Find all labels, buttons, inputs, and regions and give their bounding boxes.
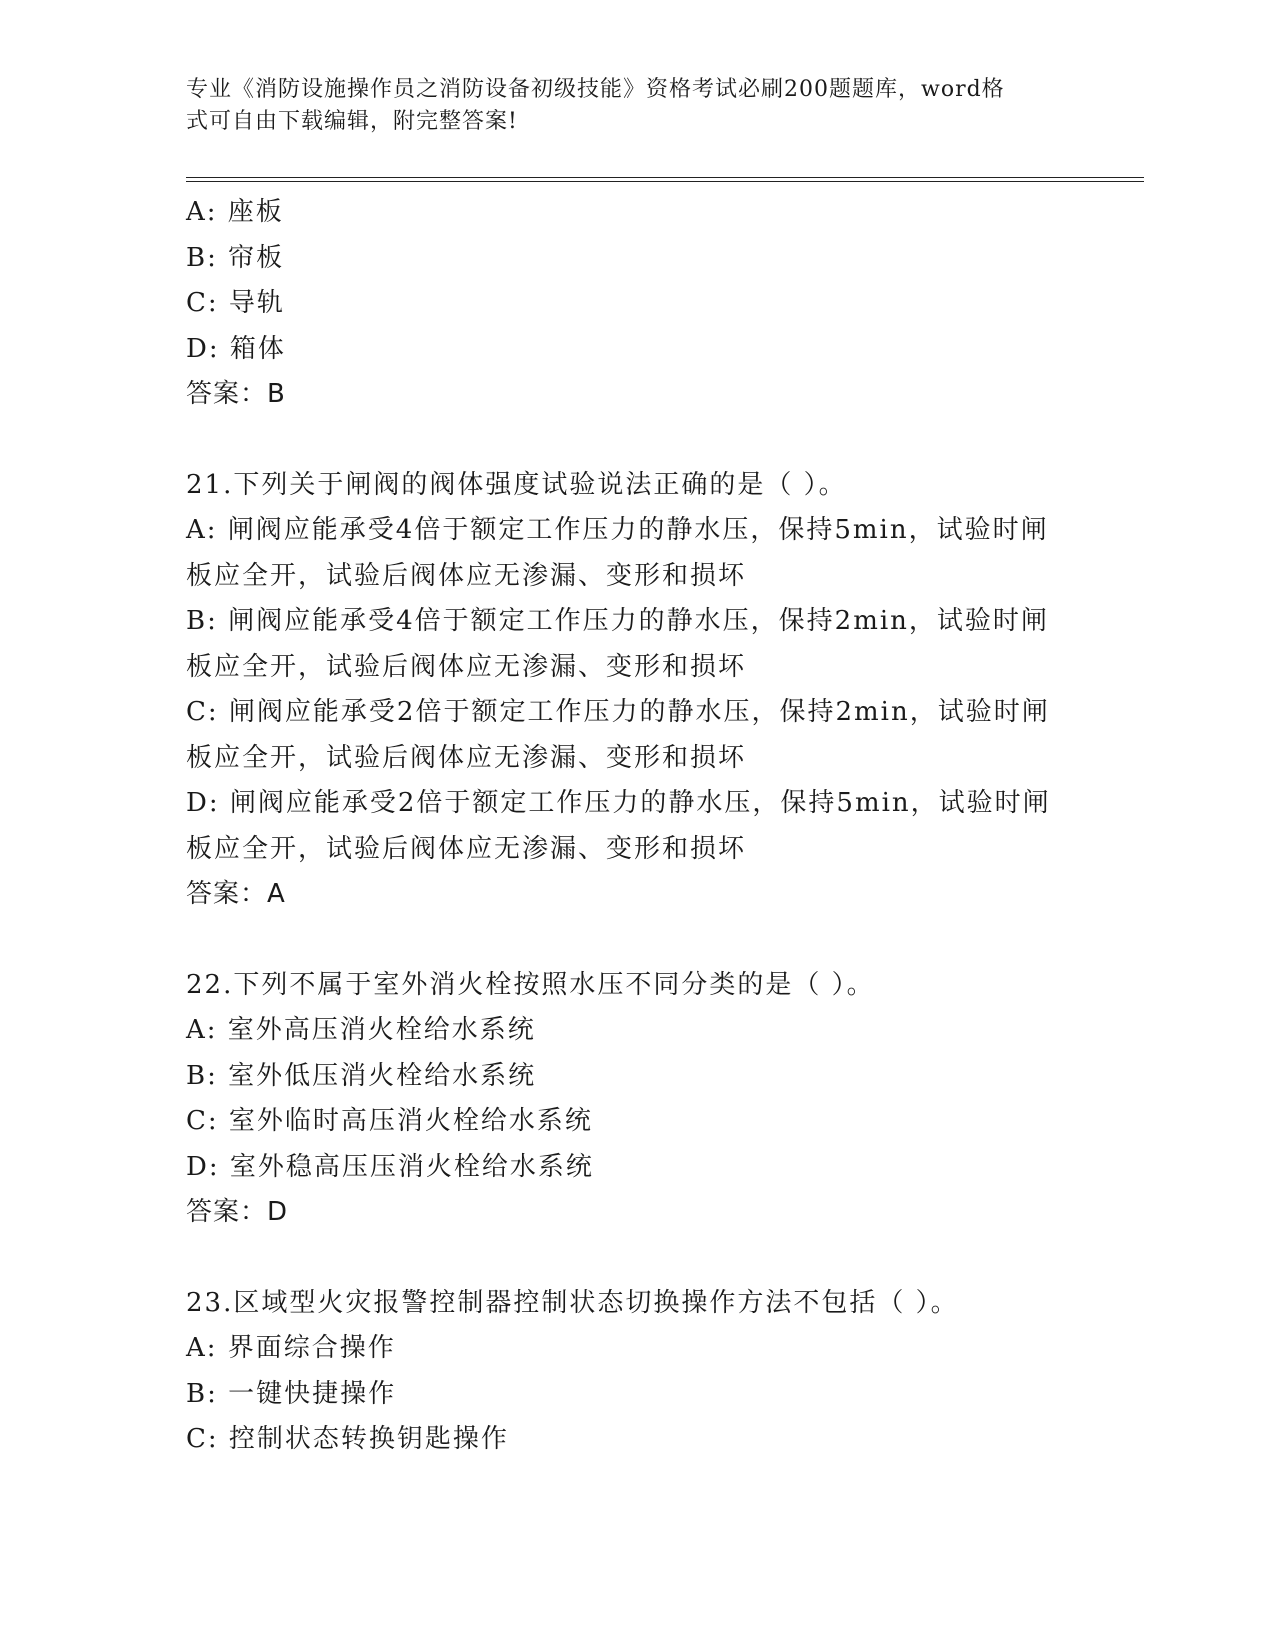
option-b-line-2: 板应全开，试验后阀体应无渗漏、变形和损坏 <box>186 651 747 682</box>
answer: 答案：A <box>186 879 286 909</box>
option-b: B: 室外低压消火栓给水系统 <box>186 1060 537 1091</box>
option-b: B: 一键快捷操作 <box>186 1378 397 1409</box>
option-b: B: 帘板 <box>186 242 285 273</box>
question-list <box>186 190 1086 1463</box>
header-line-2: 式可自由下载编辑，附完整答案! <box>186 109 518 134</box>
option-a: A: 室外高压消火栓给水系统 <box>186 1015 536 1045</box>
question-23 <box>186 1281 1086 1463</box>
question-22 <box>186 963 1086 1236</box>
answer: 答案：D <box>186 1197 289 1227</box>
option-c: C: 导轨 <box>186 288 285 318</box>
option-d-line-1: D: 闸阀应能承受2倍于额定工作压力的静水压，保持5min，试验时闸 <box>186 788 1051 818</box>
option-d: D: 室外稳高压压消火栓给水系统 <box>186 1151 594 1182</box>
option-c: C: 室外临时高压消火栓给水系统 <box>186 1106 593 1136</box>
option-a-line-2: 板应全开，试验后阀体应无渗漏、变形和损坏 <box>186 560 747 591</box>
question-text: 21.下列关于闸阀的阀体强度试验说法正确的是（ ）。 <box>186 469 847 500</box>
option-a-line-1: A: 闸阀应能承受4倍于额定工作压力的静水压，保持5min，试验时闸 <box>186 515 1049 545</box>
option-a: A: 座板 <box>186 197 284 227</box>
header-divider-top <box>186 177 1144 178</box>
option-c: C: 控制状态转换钥匙操作 <box>186 1424 509 1454</box>
option-d-line-2: 板应全开，试验后阀体应无渗漏、变形和损坏 <box>186 833 747 864</box>
question-text: 22.下列不属于室外消火栓按照水压不同分类的是（ ）。 <box>186 969 875 1000</box>
header-divider-bottom <box>186 181 1144 182</box>
question-21 <box>186 463 1086 918</box>
option-a: A: 界面综合操作 <box>186 1333 396 1363</box>
option-d: D: 箱体 <box>186 333 286 364</box>
document-header <box>186 74 1066 138</box>
header-line-1: 专业《消防设施操作员之消防设备初级技能》资格考试必刷200题题库，word格 <box>186 77 1005 102</box>
option-c-line-1: C: 闸阀应能承受2倍于额定工作压力的静水压，保持2min，试验时闸 <box>186 697 1050 727</box>
question-text: 23.区域型火灾报警控制器控制状态切换操作方法不包括（ ）。 <box>186 1287 959 1318</box>
question-20 <box>186 190 1086 418</box>
option-c-line-2: 板应全开，试验后阀体应无渗漏、变形和损坏 <box>186 742 747 773</box>
option-b-line-1: B: 闸阀应能承受4倍于额定工作压力的静水压，保持2min，试验时闸 <box>186 606 1049 636</box>
answer: 答案：B <box>186 379 286 409</box>
